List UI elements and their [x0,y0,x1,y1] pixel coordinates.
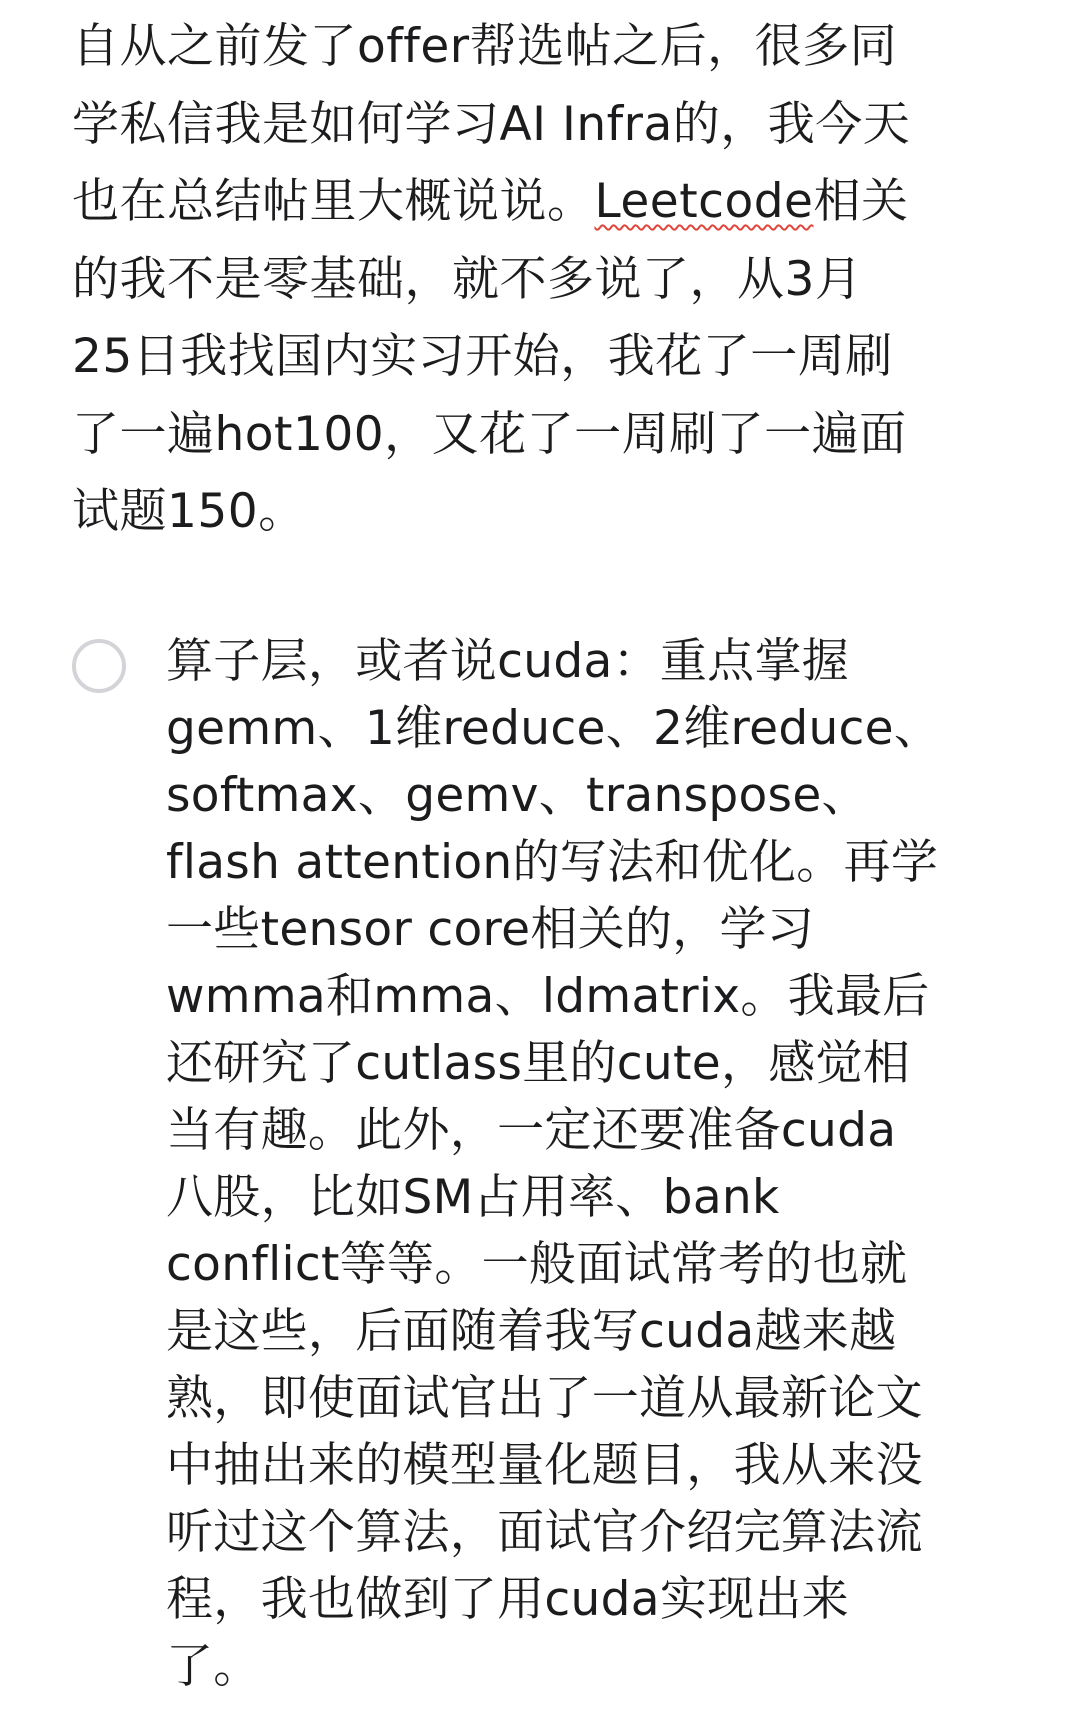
intro-text-start: 自从之前发了offer帮选帖之后，很多同 学私信我是如何学习AI Infra的，我今天 也在总结帖里大概说说。 [72,19,911,229]
misspelled-word[interactable]: Leetcode [594,174,814,229]
checklist-circle-checkbox[interactable] [72,639,126,693]
checklist-item [72,628,1032,1694]
intro-text-end: 相关 的我不是零基础，就不多说了，从3月 25日我找国内实习开始，我花了一周刷 了一遍hot100，又花了一周刷了一遍面 试题150。 [72,174,909,539]
intro-paragraph[interactable] [72,8,1012,551]
checklist-item-text[interactable]: 算子层，或者说cuda：重点掌握 gemm、1维reduce、2维reduce、 softmax、gemv、transpose、 flash attention的写法和优化。再学 一些tensor core相关的，学习 wmma和mma、ldmatrix。我最后 还研究了cutlass里的cute，感觉相 当有趣。此外，一定还要准备cuda 八股，比如SM占用率、bank conflict等等。一般面试常考的也就 是这些，后面随着我写cuda越来越 熟，即使面试官出了一道从最新论文 中抽出来的模型量化题目，我从来没 听过这个算法，面试官介绍完算法流 程，我也做到了用cuda实现出来 了。 [166,634,942,1694]
